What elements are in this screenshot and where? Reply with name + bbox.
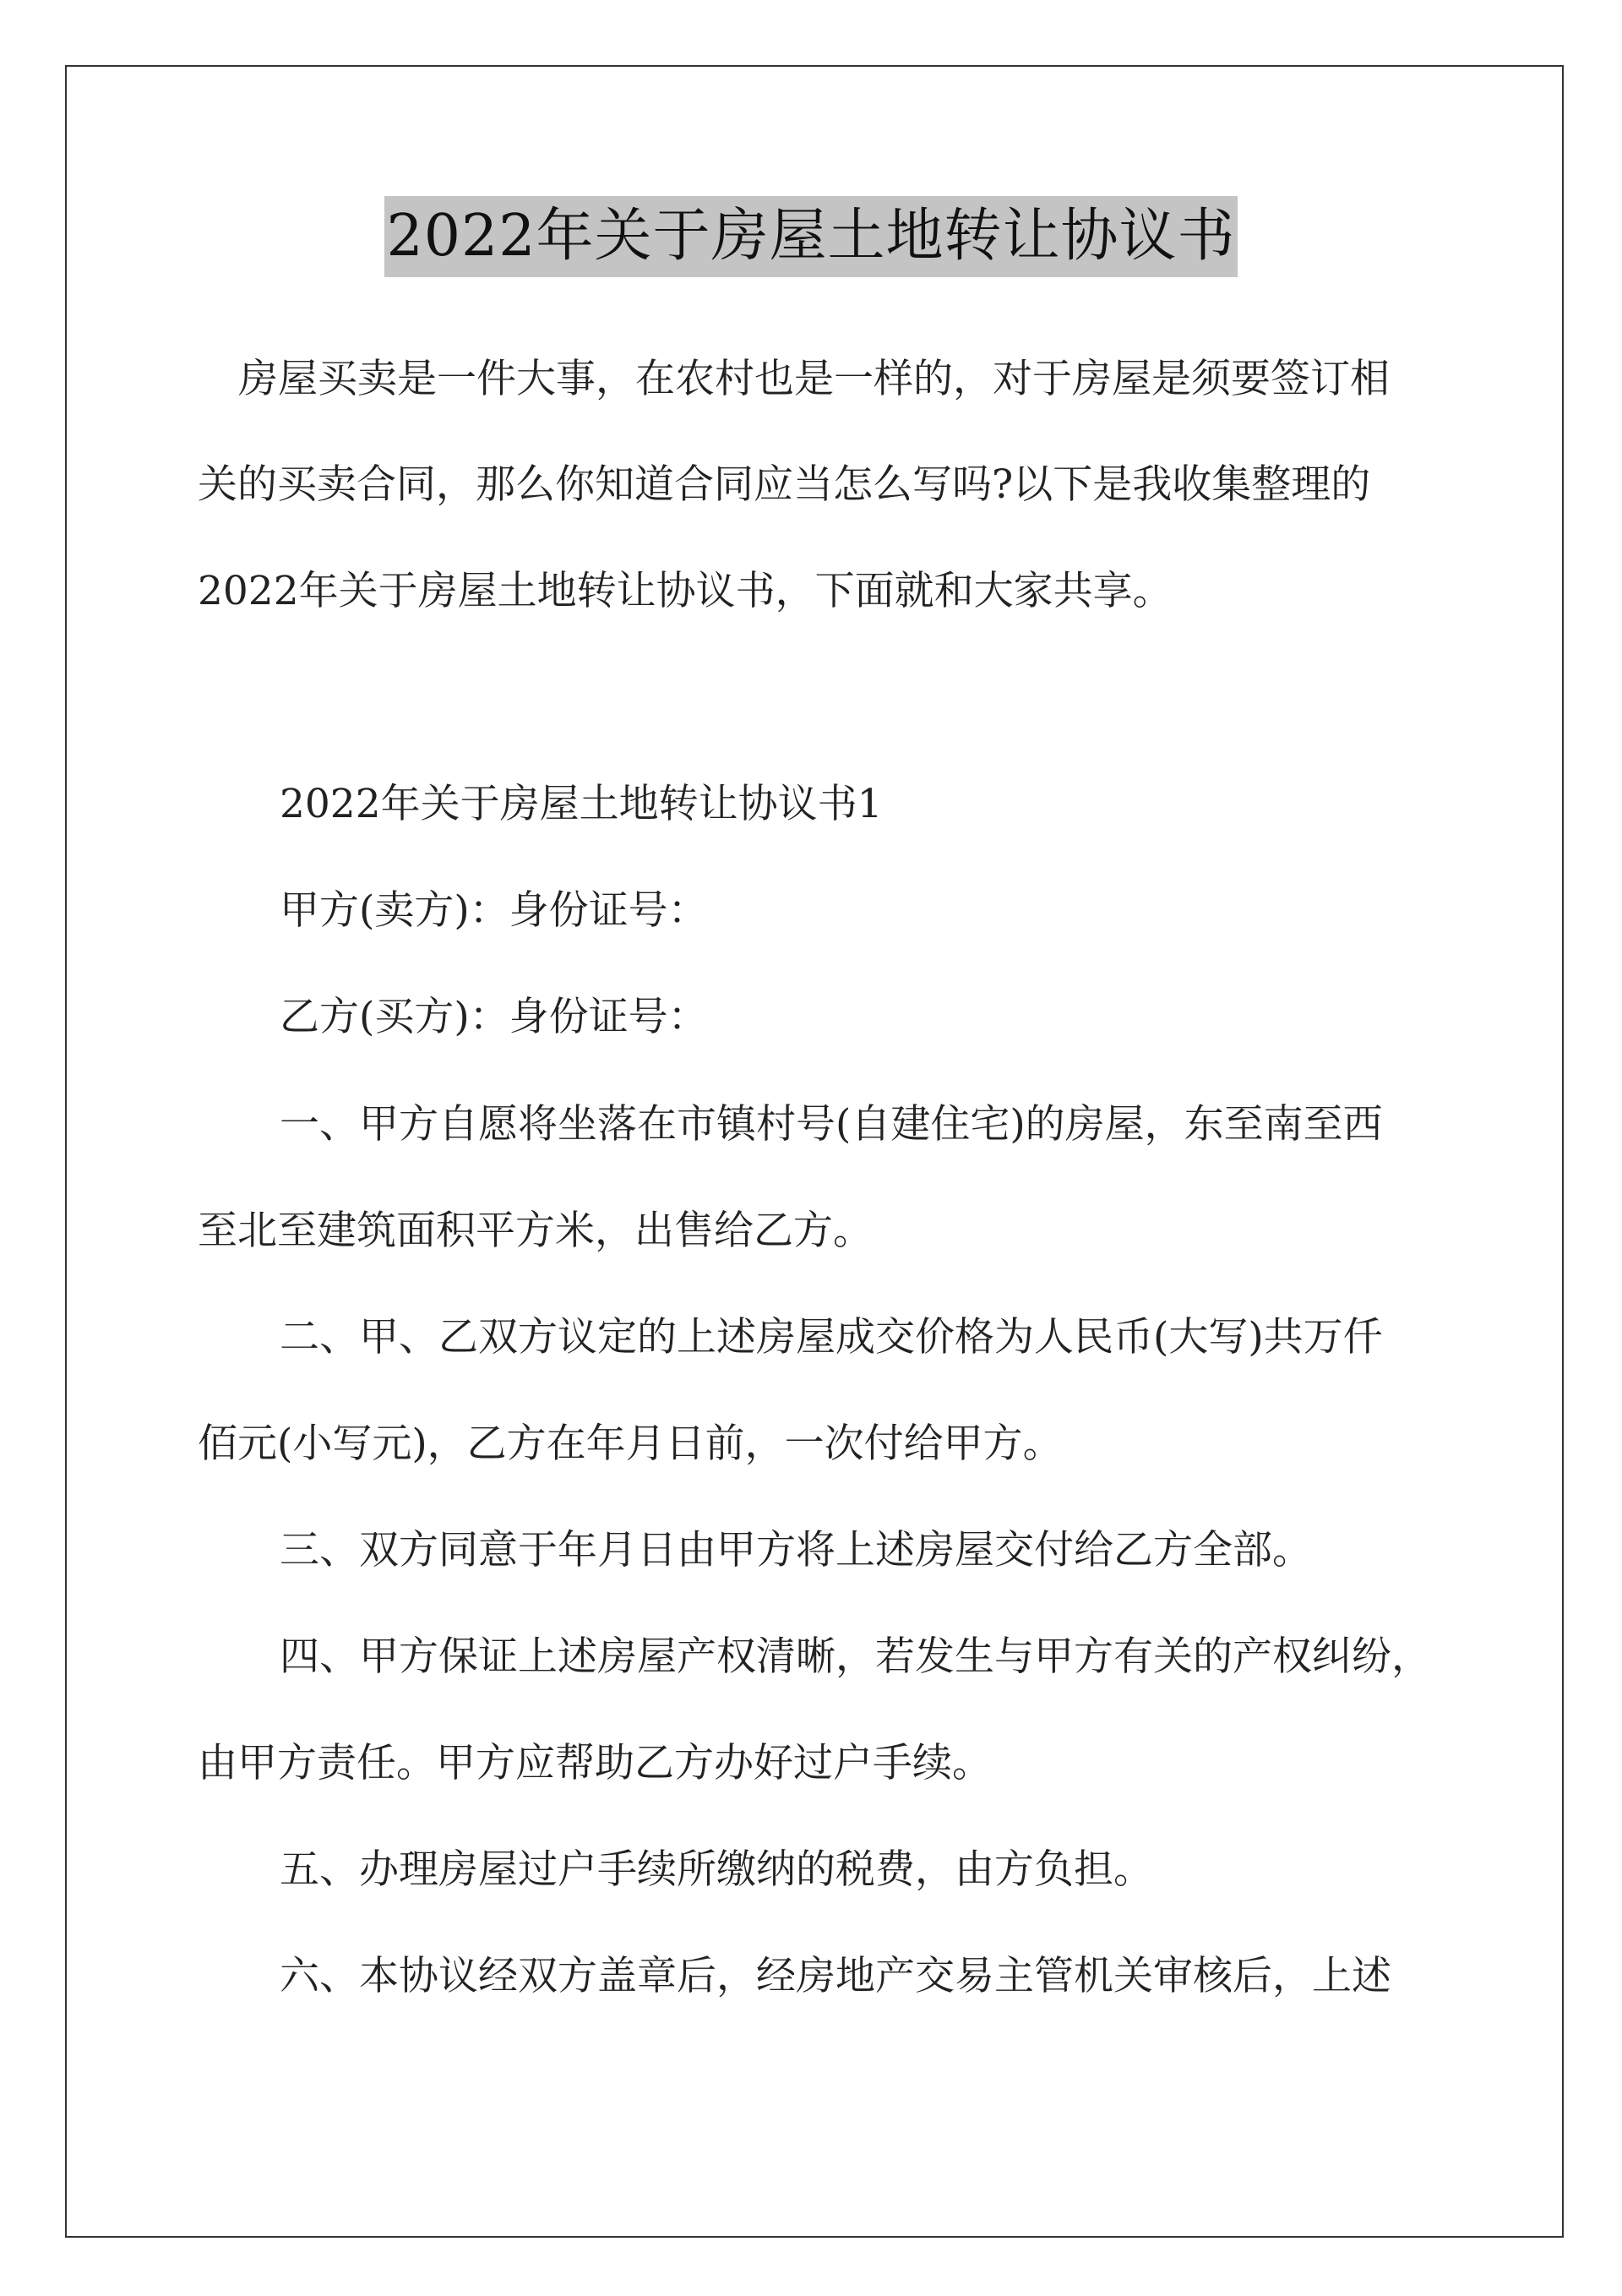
intro-line-3: 2022年关于房屋土地转让协议书，下面就和大家共享。 xyxy=(198,568,1173,614)
section-heading: 2022年关于房屋土地转让协议书1 xyxy=(280,781,883,827)
intro-line-2: 关的买卖合同，那么你知道合同应当怎么写吗?以下是我收集整理的 xyxy=(198,461,1371,508)
clause-2-line-2: 佰元(小写元)，乙方在年月日前，一次付给甲方。 xyxy=(198,1421,1063,1467)
intro-line-1: 房屋买卖是一件大事，在农村也是一样的，对于房屋是须要签订相 xyxy=(238,356,1390,402)
clause-3-line-1: 三、双方同意于年月日由甲方将上述房屋交付给乙方全部。 xyxy=(280,1527,1312,1573)
clause-1-line-1: 一、甲方自愿将坐落在市镇村号(自建住宅)的房屋，东至南至西 xyxy=(280,1101,1383,1148)
clause-6-line-1: 六、本协议经双方盖章后，经房地产交易主管机关审核后，上述 xyxy=(280,1953,1391,1999)
party-b-line: 乙方(买方)：身份证号： xyxy=(280,994,708,1040)
party-a-line: 甲方(卖方)：身份证号： xyxy=(280,887,708,934)
clause-2-line-1: 二、甲、乙双方议定的上述房屋成交价格为人民币(大写)共万仟 xyxy=(280,1314,1383,1361)
clause-4-line-1: 四、甲方保证上述房屋产权清晰，若发生与甲方有关的产权纠纷， xyxy=(280,1633,1431,1680)
clause-5-line-1: 五、办理房屋过户手续所缴纳的税费，由方负担。 xyxy=(280,1846,1153,1893)
clause-1-line-2: 至北至建筑面积平方米，出售给乙方。 xyxy=(198,1208,873,1254)
clause-4-line-2: 由甲方责任。甲方应帮助乙方办好过户手续。 xyxy=(198,1740,992,1786)
document-title: 2022年关于房屋土地转让协议书 xyxy=(384,196,1237,277)
title-container xyxy=(0,196,1622,277)
